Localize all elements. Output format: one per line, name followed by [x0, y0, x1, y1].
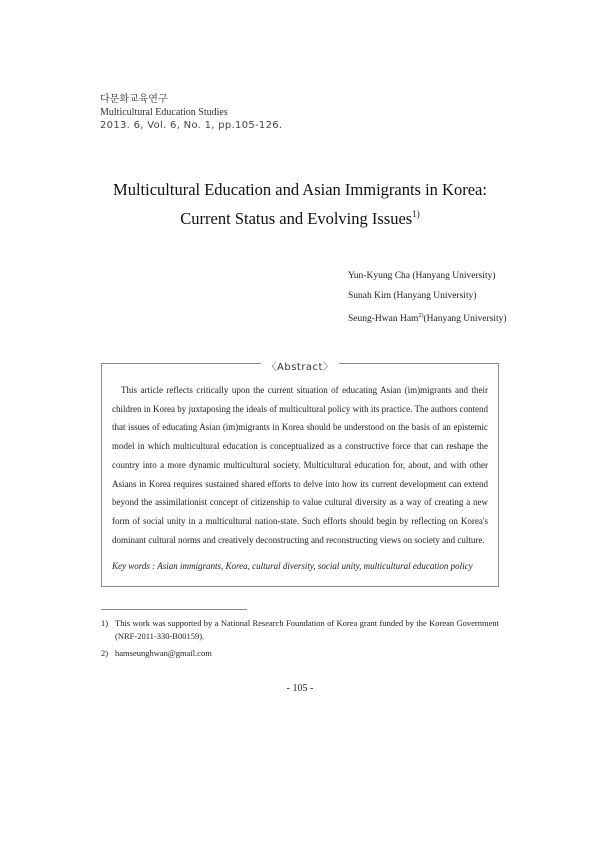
author-name: Sunah Kim: [348, 291, 392, 301]
footnote-email: hamseunghwan@gmail.com: [115, 648, 212, 658]
page-number: - 105 -: [286, 683, 314, 694]
paper-title-line-2: [0, 209, 600, 229]
author-footnote-mark: 2): [418, 313, 424, 319]
author-name: Seung-Hwan Ham: [348, 314, 419, 324]
author-item: [348, 266, 507, 286]
footnote-text: This work was supported by a National Research Foundation of Korea grant funded by the Korean Government (NRF-2011-330-B00159).: [115, 618, 499, 641]
author-list: [348, 266, 507, 329]
footnote-item: [101, 647, 499, 660]
journal-english-title: Multicultural Education Studies: [100, 107, 228, 118]
footnote-divider: [101, 609, 247, 610]
abstract-heading: [0, 355, 600, 374]
abstract-label: 〈Abstract〉: [261, 362, 340, 373]
author-affiliation: (Hanyang University): [423, 314, 507, 324]
title-footnote-mark: 1): [412, 209, 420, 219]
author-name: Yun-Kyung Cha: [348, 271, 411, 281]
footnote-number: 1): [101, 618, 109, 628]
title-text-1: Multicultural Education and Asian Immigrants in Korea:: [113, 180, 487, 199]
footnote-item: [101, 617, 499, 643]
abstract-text: This article reflects critically upon the current situation of educating Asian (im)migrants and their children in Korea by juxtaposing the ideals of multicultural policy with its practice. The authors contend that issues of educating Asian (im)migrants in Korea should be understood on the basis of an epistemic model in which multicultural education is conceptualized as a constructive force that can reshape the country into a more dynamic multicultural society. Multicultural education for, about, and with other Asians in Korea requires sustained shared efforts to delve into how its current development can extend beyond the assimilationist concept of citizenship to value cultural diversity as a way of creating a new form of social unity in a multicultural nation-state. Such efforts should begin by reflecting on Korea's dominant cultural norms and creatively deconstructing and reconstructing views on society and culture.: [112, 385, 488, 545]
footnotes: [101, 617, 499, 660]
title-text-2: Current Status and Evolving Issues: [180, 209, 413, 228]
journal-issue-info: 2013. 6, Vol. 6, No. 1, pp.105-126.: [100, 120, 283, 131]
paper-title-line-1: [0, 180, 600, 200]
keywords: Key words : Asian immigrants, Korea, cultural diversity, social unity, multicultural education policy: [112, 561, 473, 571]
author-affiliation: (Hanyang University): [393, 291, 477, 301]
author-item: [348, 286, 507, 306]
journal-header: [100, 93, 282, 132]
footnote-number: 2): [101, 648, 109, 658]
author-affiliation: (Hanyang University): [412, 271, 496, 281]
author-item: [348, 306, 507, 329]
journal-korean-title: 다문화교육연구: [100, 94, 168, 105]
